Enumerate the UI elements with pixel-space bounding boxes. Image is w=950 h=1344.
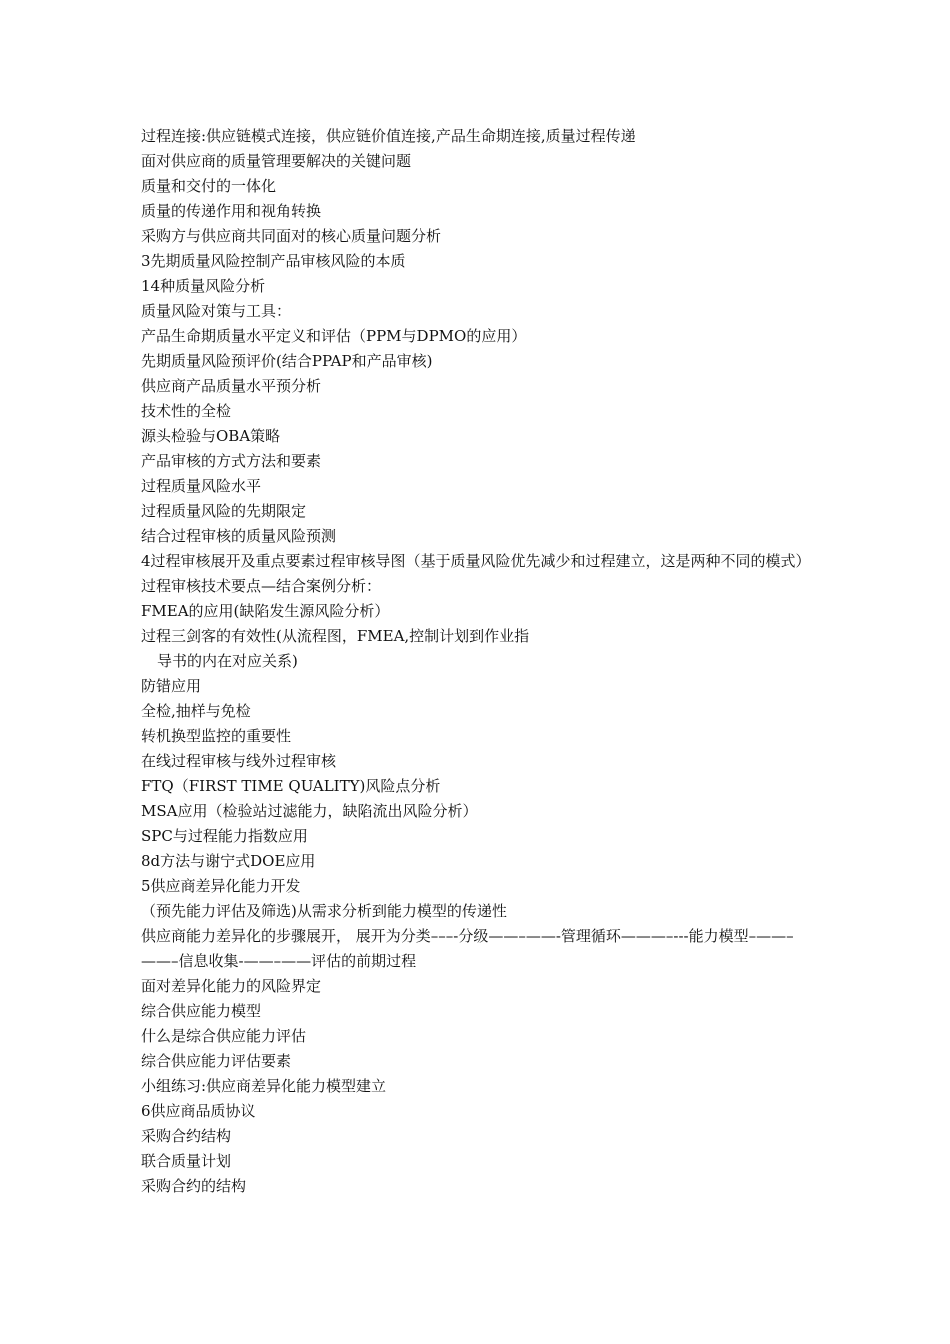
text-line: 产品审核的方式方法和要素 — [141, 452, 322, 470]
document-body — [141, 124, 821, 1199]
text-line: MSA应用（检验站过滤能力，缺陷流出风险分析） — [141, 802, 478, 820]
text-line: 结合过程审核的质量风险预测 — [141, 527, 337, 545]
text-line: 面对供应商的质量管理要解决的关键问题 — [141, 152, 412, 170]
text-line: 技术性的全检 — [141, 402, 232, 420]
text-line: 什么是综合供应能力评估 — [141, 1027, 307, 1045]
text-line: 过程质量风险的先期限定 — [141, 502, 307, 520]
text-line: 产品生命期质量水平定义和评估（PPM与DPMO的应用） — [141, 327, 527, 345]
text-line: 源头检验与OBA策略 — [141, 427, 281, 445]
section-heading: 4过程审核展开及重点要素过程审核导图（基于质量风险优先减少和过程建立，这是两种不同的模式） — [141, 552, 811, 570]
text-line: SPC与过程能力指数应用 — [141, 827, 308, 845]
text-line: 全检,抽样与免检 — [141, 702, 251, 720]
text-line: 质量风险对策与工具： — [141, 302, 292, 320]
text-line: 先期质量风险预评价(结合PPAP和产品审核) — [141, 352, 433, 370]
text-line: 质量和交付的一体化 — [141, 177, 277, 195]
text-line: 导书的内在对应关系) — [157, 652, 298, 670]
section-heading: 6供应商品质协议 — [141, 1102, 256, 1120]
text-line: 过程质量风险水平 — [141, 477, 262, 495]
text-line: 过程连接:供应链模式连接，供应链价值连接,产品生命期连接,质量过程传递 — [141, 127, 636, 145]
text-line: 综合供应能力模型 — [141, 1002, 262, 1020]
text-line: 采购合约的结构 — [141, 1177, 247, 1195]
text-line: 采购方与供应商共同面对的核心质量问题分析 — [141, 227, 442, 245]
text-line: 面对差异化能力的风险界定 — [141, 977, 322, 995]
section-heading: 5供应商差异化能力开发 — [141, 877, 301, 895]
text-line: 质量的传递作用和视角转换 — [141, 202, 322, 220]
text-line: 过程三剑客的有效性(从流程图，FMEA,控制计划到作业指 — [141, 627, 530, 645]
text-line: 供应商产品质量水平预分析 — [141, 377, 322, 395]
section-heading: 3先期质量风险控制产品审核风险的本质 — [141, 252, 406, 270]
text-line: FMEA的应用(缺陷发生源风险分析） — [141, 602, 390, 620]
text-line: 采购合约结构 — [141, 1127, 232, 1145]
text-line: （预先能力评估及筛选)从需求分析到能力模型的传递性 — [141, 902, 507, 920]
text-line: 在线过程审核与线外过程审核 — [141, 752, 337, 770]
text-line: 小组练习:供应商差异化能力模型建立 — [141, 1077, 387, 1095]
text-line: 防错应用 — [141, 677, 202, 695]
text-line: 8d方法与谢宁式DOE应用 — [141, 852, 316, 870]
text-line: 过程审核技术要点—结合案例分析： — [141, 577, 382, 595]
text-line: FTQ（FIRST TIME QUALITY)风险点分析 — [141, 777, 441, 795]
text-line: 综合供应能力评估要素 — [141, 1052, 292, 1070]
text-line: 14种质量风险分析 — [141, 277, 266, 295]
text-line: 联合质量计划 — [141, 1152, 232, 1170]
text-line: 供应商能力差异化的步骤展开， 展开为分类–––-分级——–——-管理循环———–---能力模型–——–——–信息收集-——–——评估的前期过程 — [141, 927, 794, 970]
text-line: 转机换型监控的重要性 — [141, 727, 292, 745]
